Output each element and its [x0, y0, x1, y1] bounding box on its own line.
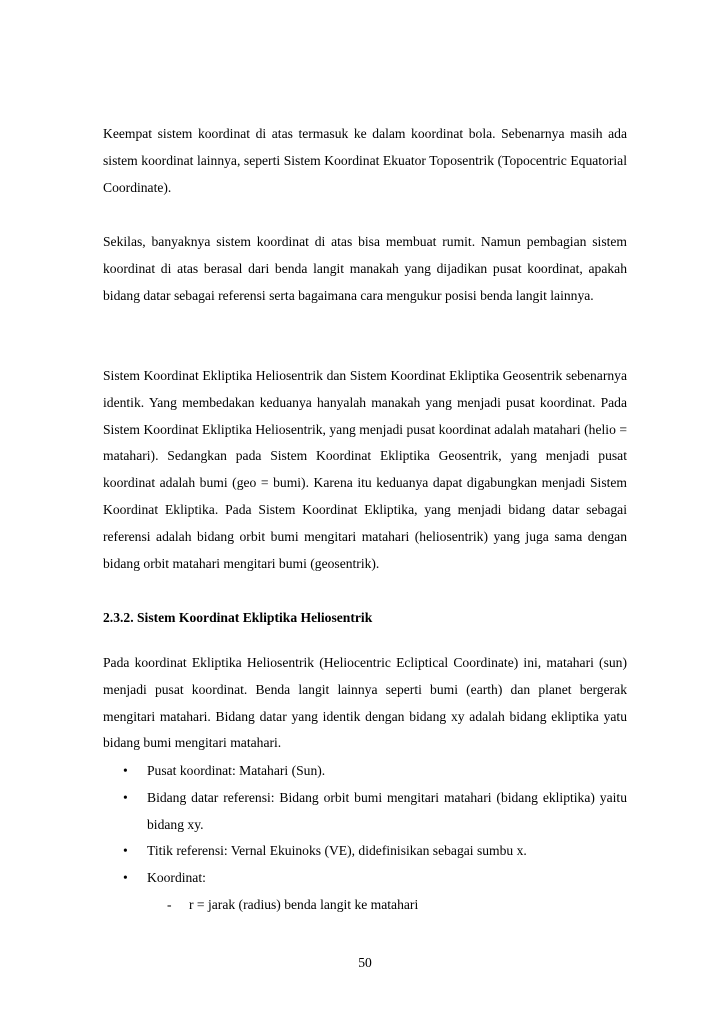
paragraph-1: Keempat sistem koordinat di atas termasuk ke dalam koordinat bola. Sebenarnya masih ada sistem koordinat lainnya, seperti Sistem Koordinat Ekuator Toposentrik (Topocentric Equatorial Coordinate).: [103, 126, 627, 195]
sub-list-item: [167, 892, 418, 919]
list-item: [103, 838, 627, 865]
document-page: [103, 0, 627, 1031]
page-number: 50: [358, 955, 372, 970]
list-item: [103, 785, 627, 839]
bullet-list: [103, 758, 627, 892]
sub-list-item-text: r = jarak (radius) benda langit ke matahari: [189, 897, 419, 912]
list-item-text: Koordinat:: [147, 870, 206, 886]
list-item-text: Titik referensi: Vernal Ekuinoks (VE), didefinisikan sebagai sumbu x.: [147, 843, 527, 859]
section-heading: 2.3.2. Sistem Koordinat Ekliptika Heliosentrik: [103, 610, 373, 625]
list-item-text: Pusat koordinat: Matahari (Sun).: [147, 763, 326, 778]
bullet-icon: •: [123, 843, 128, 859]
list-item-text: Bidang datar referensi: Bidang orbit bumi mengitari matahari (bidang ekliptika) yaitu bidang xy.: [147, 789, 627, 832]
bullet-icon: •: [123, 763, 128, 778]
section-paragraph: Pada koordinat Ekliptika Heliosentrik (Heliocentric Ecliptical Coordinate) ini, matahari (sun) menjadi pusat koordinat. Benda langit lainnya seperti bumi (earth) dan planet bergerak mengitari matahari. Bidang datar yang identik dengan bidang xy adalah bidang ekliptika yatu bidang bumi mengitari matahari.: [103, 655, 627, 751]
paragraph-3: Sistem Koordinat Ekliptika Heliosentrik dan Sistem Koordinat Ekliptika Geosentrik sebenarnya identik. Yang membedakan keduanya hanyalah manakah yang menjadi pusat koordinat. Pada Sistem Koordinat Ekliptika Heliosentrik, yang menjadi pusat koordinat adalah matahari (helio = matahari). Sedangkan pada Sistem Koordinat Ekliptika Geosentrik, yang menjadi pusat koordinat adalah bumi (geo = bumi). Karena itu keduanya dapat digabungkan menjadi Sistem Koordinat Ekliptika. Pada Sistem Koordinat Ekliptika, yang menjadi bidang datar sebagai referensi adalah bidang orbit bumi mengitari matahari (heliosentrik) yang juga sama dengan bidang orbit matahari mengitari bumi (geosentrik).: [103, 368, 627, 571]
paragraph-2: Sekilas, banyaknya sistem koordinat di atas bisa membuat rumit. Namun pembagian sistem koordinat di atas berasal dari benda langit manakah yang dijadikan pusat koordinat, apakah bidang datar sebagai referensi serta bagaimana cara mengukur posisi benda langit lainnya.: [103, 234, 627, 303]
list-item: [103, 758, 627, 785]
dash-icon: -: [167, 897, 172, 912]
list-item: [103, 865, 627, 892]
bullet-icon: •: [123, 870, 128, 886]
bullet-icon: •: [123, 789, 128, 805]
